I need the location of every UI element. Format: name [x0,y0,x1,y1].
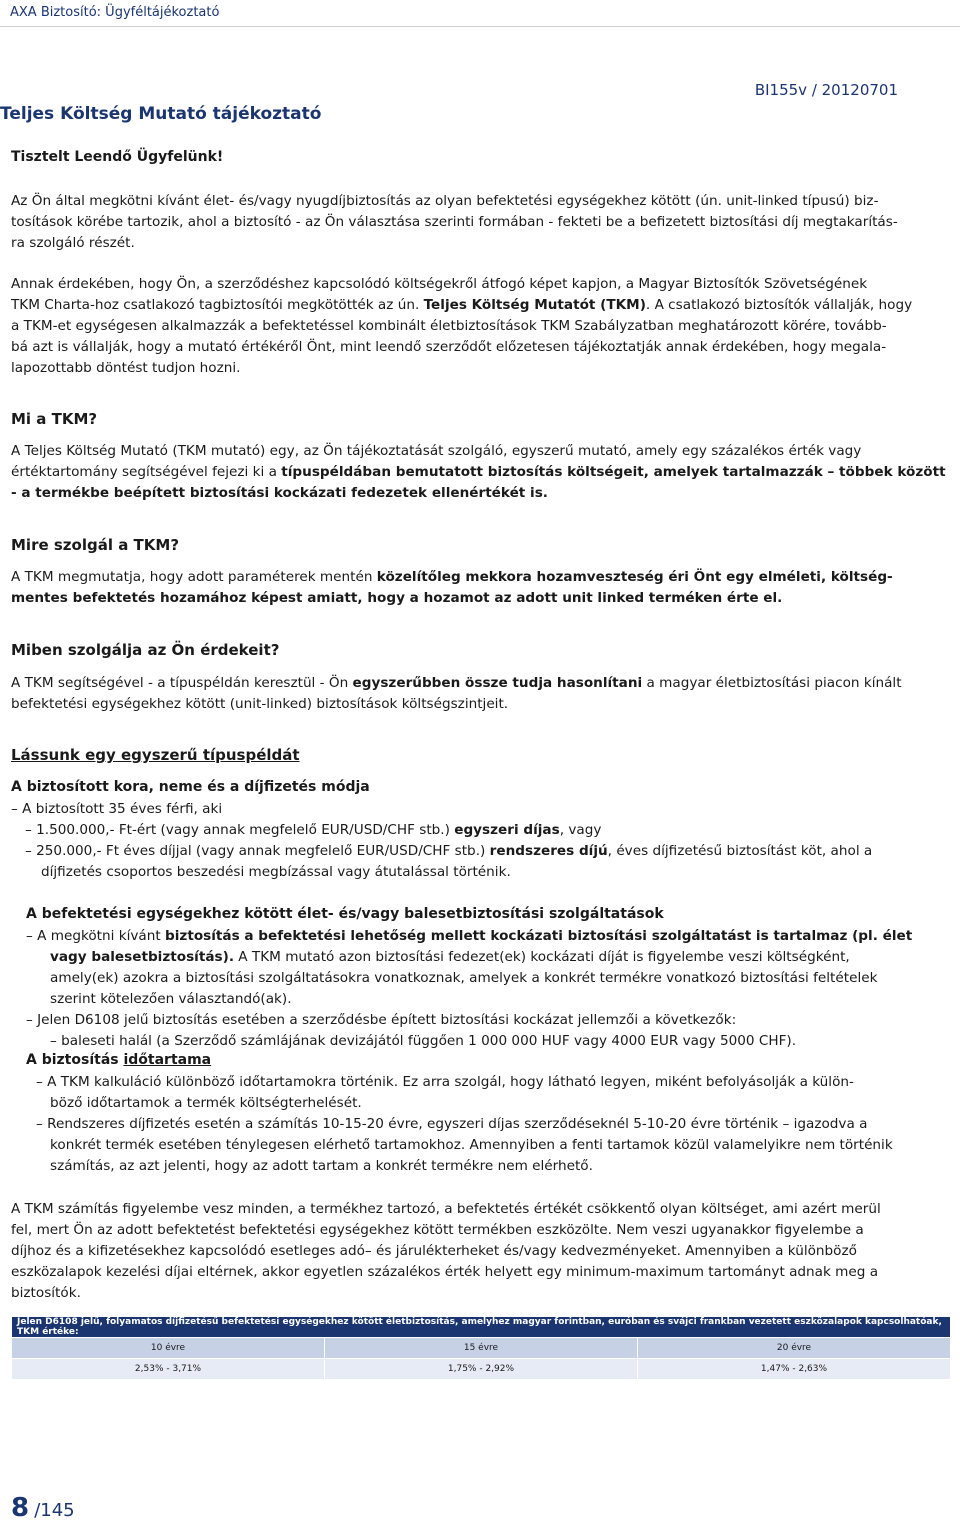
text-span: a magyar életbiztosítási piacon kínált [642,675,902,691]
page-title: Teljes Költség Mutató tájékoztató [0,104,322,124]
tkm-table [11,1316,951,1380]
total-pages: /145 [34,1500,75,1521]
text-span: – A megkötni kívánt [26,928,166,944]
text-span: TKM Charta-hoz csatlakozó tagbiztosítói megkötötték az ún. [11,297,424,313]
top-header-bar [0,0,960,27]
table-cell: 2,53% - 3,71% [12,1359,325,1380]
text-line: bá azt is vállalják, hogy a mutató értékéről Önt, mint leendő szerződőt előzetesen tájékoztatják annak érdekében, hogy megala- [11,339,887,355]
text-span: értéktartomány segítségével fejezi ki a [11,464,282,480]
subheading: A biztosított kora, neme és a díjfizetés módja [11,779,370,795]
bold-span: biztosítás a befektetési lehetőség mellett kockázati biztosítási szolgáltatást is tartalmaz (pl. élet [165,928,913,944]
list-item: – A biztosított 35 éves férfi, aki [11,801,223,817]
what-is-tkm-paragraph [11,441,959,504]
text-line [11,588,959,609]
table-header-row [12,1317,951,1338]
bold-span: Teljes Költség Mutatót (TKM) [423,297,646,313]
text-line [11,462,959,483]
bold-span: mentes befektetés hozamához képest amiatt, hogy a hozamot az adott unit linked terméken érte el. [11,590,783,606]
text-line: biztosítók. [11,1285,81,1301]
table-cell: 1,75% - 2,92% [324,1359,637,1380]
subheading [26,1052,211,1068]
list-item: – A TKM kalkuláció különböző időtartamokra történik. Ez arra szolgál, hogy látható legyen, miként befolyásolják a külön- [36,1074,854,1090]
text-span: . A csatlakozó biztosítók vállalják, hogy [645,297,913,313]
table-row [12,1359,951,1380]
list-item [11,841,959,862]
greeting: Tisztelt Leendő Ügyfelünk! [11,149,224,165]
section-heading: Mire szolgál a TKM? [11,536,180,554]
text-line: díjhoz és a kifizetésekhez kapcsolódó esetleges adó– és járulékterheket és/vagy kedvezményeket. Amennyiben a különböző [11,1243,857,1259]
text-line: A TKM számítás figyelembe vesz minden, a termékhez tartozó, a befektetés értékét csökkentő olyan költséget, ami azért merül [11,1201,881,1217]
text-span: A TKM mutató azon biztosítási fedezet(ek) kockázati díját is figyelembe veszi költségként, [233,949,850,965]
text-line: eszközalapok kezelési díjai eltérnek, akkor egyetlen százalékos érték helyett egy minimum-maximum tartományt adnak meg a [11,1264,879,1280]
bold-span: típuspéldában bemutatott biztosítás költségeit, amelyek tartalmazzák – többek között [281,464,946,480]
text-span: , éves díjfizetésű biztosítást köt, ahol a [607,843,873,859]
list-item: díjfizetés csoportos beszedési megbízással vagy átutalással történik. [41,864,511,880]
services-list [26,926,959,1052]
table-row [12,1338,951,1359]
list-item: konkrét termék esetében ténylegesen elérhető tartamokhoz. Amennyiben a fenti tartamok közül valamelyikre nem történik [50,1137,893,1153]
list-item [11,820,959,841]
example-list [11,799,959,883]
text-line: tosítások körébe tartozik, ahol a biztosító - az Ön választása szerinti formában - fekteti be a befizetett biztosítási díj megtakarítás- [11,214,898,230]
breadcrumb[interactable]: AXA Biztosító: Ügyféltájékoztató [10,5,220,20]
bold-span: - a termékbe beépített biztosítási kockázati fedezetek ellenértékét is. [11,485,548,501]
text-line: ra szolgáló részét. [11,235,135,251]
text-line: A Teljes Költség Mutató (TKM mutató) egy, az Ön tájékoztatását szolgáló, egyszerű mutató, amely egy százalékos érték vagy [11,443,862,459]
text-span: A TKM segítségével - a típuspéldán keresztül - Ön [11,675,353,691]
underlined-span: időtartama [123,1052,212,1068]
text-line: fel, mert Ön az adott befektetést befektetési egységekhez kötött termékben eszközölte. Nem veszi ugyanakkor figyelembe a [11,1222,864,1238]
text-line: befektetési egységekhez kötött (unit-linked) biztosítások költségszintjeit. [11,696,509,712]
list-item: – Rendszeres díjfizetés esetén a számítás 10-15-20 évre, egyszeri díjas szerződéseknél 5-10-20 évre történik – igazodva a [36,1116,868,1132]
tkm-charta-paragraph [11,274,959,379]
text-span: A biztosítás [26,1052,124,1068]
page-number [11,1493,75,1523]
list-item [26,926,959,947]
current-page: 8 [11,1493,30,1523]
bold-span: közelítőleg mekkora hozamveszteség éri Önt egy elméleti, költség- [376,569,893,585]
text-line [11,673,959,694]
intro-paragraph [11,191,959,254]
list-item: amely(ek) azokra a biztosítási szolgáltatásokra vonatkoznak, amelyek a konkrét termékre vonatkozó biztosítási feltételek [50,970,878,986]
example-heading: Lássunk egy egyszerű típuspéldát [11,746,300,764]
bold-span: rendszeres díjú [489,843,608,859]
purpose-paragraph [11,567,959,609]
bold-span: egyszeri díjas [454,822,560,838]
list-item: szerint kötelezően választandó(ak). [50,991,292,1007]
section-heading: Mi a TKM? [11,410,98,428]
table-cell: 1,47% - 2,63% [637,1359,950,1380]
document-id: BI155v / 20120701 [754,81,898,99]
list-item: – baleseti halál (a Szerződő számlájának devizájától függően 1 000 000 HUF vagy 4000 EUR vagy 5000 CHF). [50,1033,797,1049]
text-line: Az Ön által megkötni kívánt élet- és/vagy nyugdíjbiztosítás az olyan befektetési egységekhez kötött (ún. unit-linked típusú) biz- [11,193,879,209]
list-item: böző időtartamok a termék költségterhelését. [50,1095,362,1111]
table-caption: Jelen D6108 jelű, folyamatos díjfizetésű befektetési egységekhez kötött életbiztosítás, amelyhez magyar forintban, euróban és svájci frankban vezetett eszközalapok kapcsolhatóak, TKM értéke: [12,1317,951,1338]
text-span: A TKM megmutatja, hogy adott paraméterek mentén [11,569,377,585]
column-header: 15 évre [324,1338,637,1359]
text-span: , vagy [559,822,602,838]
duration-list [36,1072,959,1177]
interests-paragraph [11,673,959,715]
list-item: számítás, az azt jelenti, hogy az adott tartam a konkrét termékre nem elérhető. [50,1158,593,1174]
column-header: 10 évre [12,1338,325,1359]
text-line: lapozottabb döntést tudjon hozni. [11,360,241,376]
column-header: 20 évre [637,1338,950,1359]
text-line [11,295,959,316]
text-line [11,483,959,504]
text-line: Annak érdekében, hogy Ön, a szerződéshez kapcsolódó költségekről átfogó képet kapjon, a Magyar Biztosítók Szövetségének [11,276,868,292]
bold-span: egyszerűbben össze tudja hasonlítani [352,675,643,691]
subheading: A befektetési egységekhez kötött élet- és/vagy balesetbiztosítási szolgáltatások [26,906,664,922]
closing-paragraph [11,1199,959,1304]
text-span: – 250.000,- Ft éves díjjal (vagy annak megfelelő EUR/USD/CHF stb.) [25,843,490,859]
text-line [11,567,959,588]
text-line: a TKM-et egységesen alkalmazzák a befektetéssel kombinált életbiztosítások TKM Szabályzatban meghatározott körére, tovább- [11,318,887,334]
text-span: – 1.500.000,- Ft-ért (vagy annak megfelelő EUR/USD/CHF stb.) [25,822,455,838]
section-heading: Miben szolgálja az Ön érdekeit? [11,641,280,659]
list-item [26,947,959,968]
bold-span: vagy balesetbiztosítás). [50,949,234,965]
list-item: – Jelen D6108 jelű biztosítás esetében a szerződésbe épített biztosítási kockázat jellemzői a következők: [26,1012,737,1028]
